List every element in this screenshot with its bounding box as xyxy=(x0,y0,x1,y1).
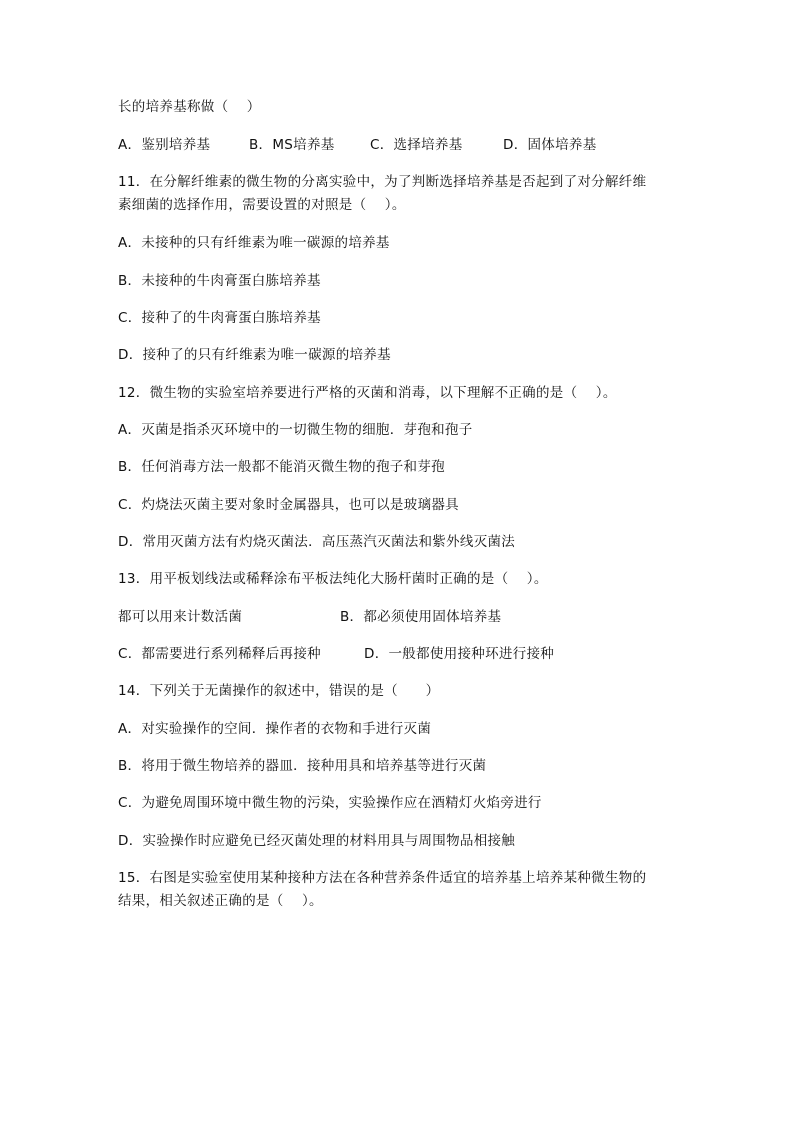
q11-stem-line1: 11．在分解纤维素的微生物的分离实验中，为了判断选择培养基是否起到了对分解纤维 xyxy=(118,174,647,190)
q12-option-c: C．灼烧法灭菌主要对象时金属器具，也可以是玻璃器具 xyxy=(118,497,459,513)
q11-option-a: A．未接种的只有纤维素为唯一碳源的培养基 xyxy=(118,235,390,251)
q10-option-a: A．鉴别培养基 xyxy=(118,137,211,153)
q13-option-d: D．一般都使用接种环进行接种 xyxy=(364,646,555,662)
q11-option-b: B．未接种的牛肉膏蛋白胨培养基 xyxy=(118,273,321,289)
q12-option-d: D．常用灭菌方法有灼烧灭菌法．高压蒸汽灭菌法和紫外线灭菌法 xyxy=(118,534,516,550)
q14-option-d: D．实验操作时应避免已经灭菌处理的材料用具与周围物品相接触 xyxy=(118,833,516,849)
q14-stem: 14．下列关于无菌操作的叙述中，错误的是（ ） xyxy=(118,683,440,699)
q11-option-c: C．接种了的牛肉膏蛋白胨培养基 xyxy=(118,310,321,326)
q12-stem: 12．微生物的实验室培养要进行严格的灭菌和消毒，以下理解不正确的是（ ）。 xyxy=(118,385,617,401)
q12-option-b: B．任何消毒方法一般都不能消灭微生物的孢子和芽孢 xyxy=(118,459,445,475)
q10-option-b: B．MS培养基 xyxy=(249,137,335,153)
q13-option-c: C．都需要进行系列稀释后再接种 xyxy=(118,646,321,662)
q15-stem-line2: 结果，相关叙述正确的是（ ）。 xyxy=(118,893,323,909)
q10-stem-tail: 长的培养基称做（ ） xyxy=(118,99,261,115)
q13-stem: 13．用平板划线法或稀释涂布平板法纯化大肠杆菌时正确的是（ ）。 xyxy=(118,571,548,587)
q11-option-d: D．接种了的只有纤维素为唯一碳源的培养基 xyxy=(118,347,391,363)
q11-stem-line2: 素细菌的选择作用，需要设置的对照是（ ）。 xyxy=(118,197,406,213)
q14-option-c: C．为避免周围环境中微生物的污染，实验操作应在酒精灯火焰旁进行 xyxy=(118,795,542,811)
q12-option-a: A．灭菌是指杀灭环境中的一切微生物的细胞．芽孢和孢子 xyxy=(118,422,473,438)
q14-option-b: B．将用于微生物培养的器皿．接种用具和培养基等进行灭菌 xyxy=(118,758,487,774)
q15-stem-line1: 15．右图是实验室使用某种接种方法在各种营养条件适宜的培养基上培养某种微生物的 xyxy=(118,870,647,886)
q10-option-c: C．选择培养基 xyxy=(370,137,463,153)
q10-option-d: D．固体培养基 xyxy=(503,137,597,153)
q13-option-a: 都可以用来计数活菌 xyxy=(118,609,243,625)
q13-option-b: B．都必须使用固体培养基 xyxy=(340,609,502,625)
q14-option-a: A．对实验操作的空间．操作者的衣物和手进行灭菌 xyxy=(118,721,432,737)
